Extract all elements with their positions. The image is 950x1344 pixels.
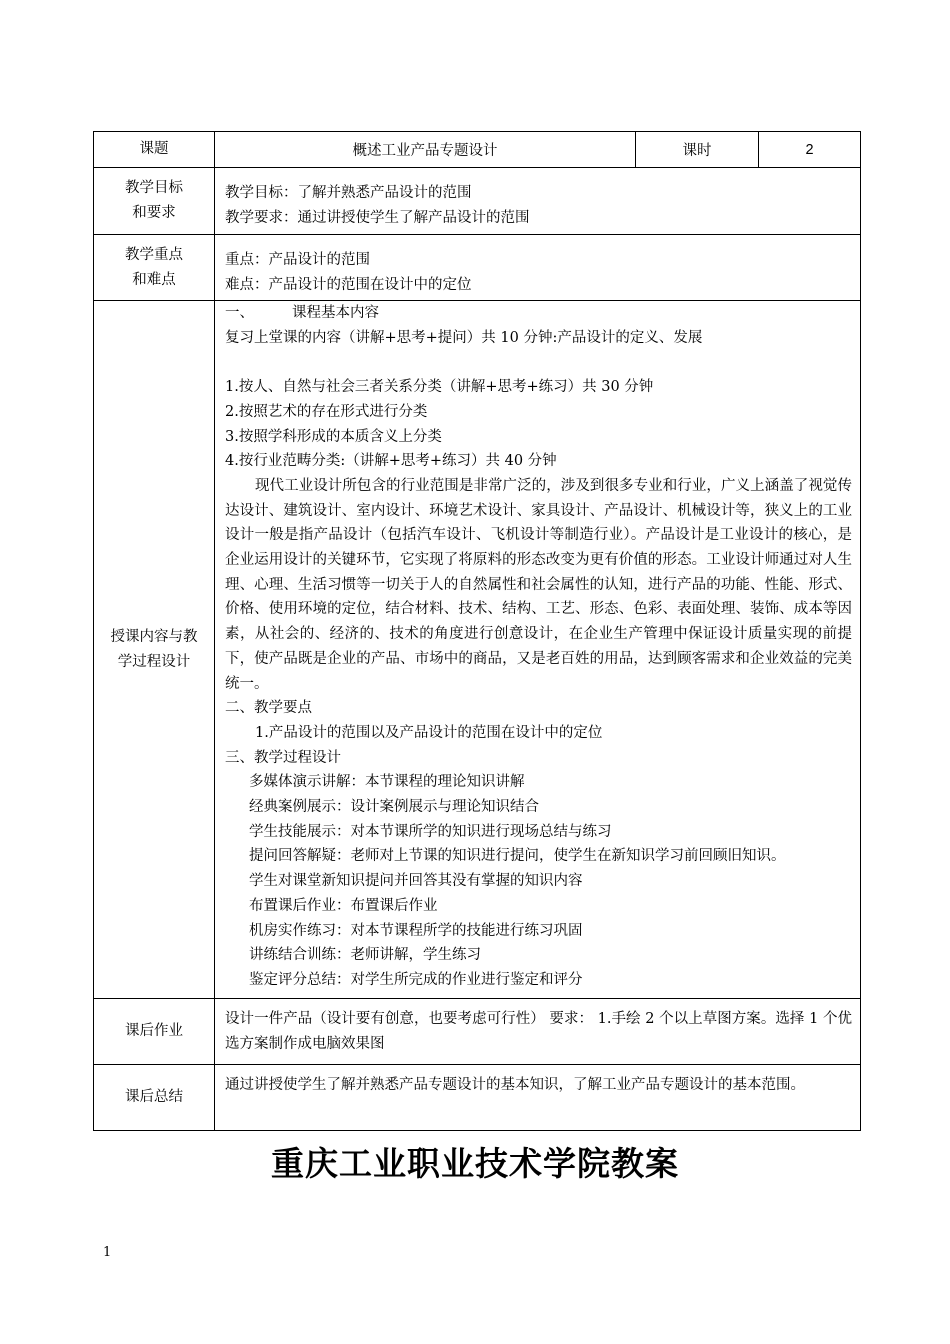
row-objectives	[94, 168, 861, 235]
objectives-content	[215, 168, 861, 235]
objectives-label-line2: 和要求	[132, 205, 176, 221]
homework-label: 课后作业	[94, 999, 215, 1065]
summary-text: 通过讲授使学生了解并熟悉产品专题设计的基本知识，了解工业产品专题设计的基本范围。	[215, 1065, 861, 1131]
objective-line: 教学目标：了解并熟悉产品设计的范围	[225, 185, 472, 202]
objectives-label-line1: 教学目标	[125, 180, 183, 196]
category-item: 3.按照学科形成的本质含义上分类	[225, 428, 442, 445]
row-topic	[94, 132, 861, 168]
category-item: 4.按行业范畴分类:（讲解+思考+练习）共 40 分钟	[225, 453, 557, 470]
content-label-line2: 学过程设计	[117, 653, 191, 670]
blank-line	[225, 350, 852, 375]
process-item: 学生技能展示：对本节课所学的知识进行现场总结与练习	[249, 823, 612, 840]
content-label-line1: 授课内容与教	[110, 628, 198, 645]
summary-label: 课后总结	[94, 1065, 215, 1131]
difficulty-line: 难点：产品设计的范围在设计中的定位	[225, 276, 472, 293]
document-title: 重庆工业职业技术学院教案	[271, 1144, 679, 1183]
category-item: 2.按照艺术的存在形式进行分类	[225, 403, 428, 420]
keypoints-content	[215, 235, 861, 301]
section1-heading	[225, 301, 852, 326]
keypoints-label-line2: 和难点	[132, 271, 176, 288]
content-label	[94, 301, 215, 999]
process-item: 提问回答解疑：老师对上节课的知识进行提问，使学生在新知识学习前回顾旧知识。	[249, 848, 786, 865]
requirement-line: 教学要求：通过讲授使学生了解产品设计的范围	[225, 210, 530, 226]
process-item: 多媒体演示讲解：本节课程的理论知识讲解	[249, 774, 525, 791]
row-homework	[94, 999, 861, 1065]
lesson-plan-table	[93, 131, 861, 1131]
process-item: 布置课后作业：布置课后作业	[249, 897, 438, 914]
row-keypoints	[94, 235, 861, 301]
homework-text: 设计一件产品（设计要有创意，也要考虑可行性） 要求： 1.手绘 2 个以上草图方案。选择 1 个优选方案制作成电脑效果图	[215, 999, 861, 1065]
category-item: 1.按人、自然与社会三者关系分类（讲解+思考+练习）共 30 分钟	[225, 379, 654, 396]
process-item: 机房实作练习：对本节课程所学的技能进行练习巩固	[249, 922, 583, 939]
objectives-label	[94, 168, 215, 235]
page-number: 1	[103, 1245, 112, 1260]
row-summary	[94, 1065, 861, 1131]
topic-label: 课题	[94, 132, 215, 168]
row-content	[94, 301, 861, 999]
hours-value: 2	[759, 132, 861, 168]
keypoints-label-line1: 教学重点	[125, 246, 183, 263]
section1-number: 一、	[225, 305, 254, 321]
process-item: 学生对课堂新知识提问并回答其没有掌握的知识内容	[249, 873, 583, 890]
keypoint-line: 重点：产品设计的范围	[225, 251, 370, 268]
section2-item: 1.产品设计的范围以及产品设计的范围在设计中的定位	[255, 724, 603, 741]
section2-heading: 二、教学要点	[225, 700, 312, 717]
hours-label: 课时	[636, 132, 759, 168]
process-item: 经典案例展示：设计案例展示与理论知识结合	[249, 799, 539, 816]
review-line: 复习上堂课的内容（讲解+思考+提问）共 10 分钟:产品设计的定义、发展	[225, 329, 703, 346]
process-item: 讲练结合训练：老师讲解，学生练习	[249, 947, 481, 964]
process-item: 鉴定评分总结：对学生所完成的作业进行鉴定和评分	[249, 971, 583, 988]
industry-paragraph: 现代工业设计所包含的行业范围是非常广泛的，涉及到很多专业和行业，广义上涵盖了视觉传达设计、建筑设计、室内设计、环境艺术设计、家具设计、产品设计、机械设计等，狭义上的工业设计一般是指产品设计（包括汽车设计、飞机设计等制造行业）。产品设计是工业设计的核心，是企业运用设计的关键环节，它实现了将原料的形态改变为更有价值的形态。工业设计师通过对人生理、心理、生活习惯等一切关于人的自然属性和社会属性的认知，进行产品的功能、性能、形式、价格、使用环境的定位，结合材料、技术、结构、工艺、形态、色彩、表面处理、装饰、成本等因素，从社会的、经济的、技术的角度进行创意设计，在企业生产管理中保证设计质量实现的前提下，使产品既是企业的产品、市场中的商品，又是老百姓的用品，达到顾客需求和企业效益的完美统一。	[225, 477, 852, 692]
content-body	[215, 301, 861, 999]
keypoints-label	[94, 235, 215, 301]
section3-heading: 三、教学过程设计	[225, 749, 341, 766]
topic-value: 概述工业产品专题设计	[215, 132, 636, 168]
section1-title: 课程基本内容	[292, 305, 379, 321]
